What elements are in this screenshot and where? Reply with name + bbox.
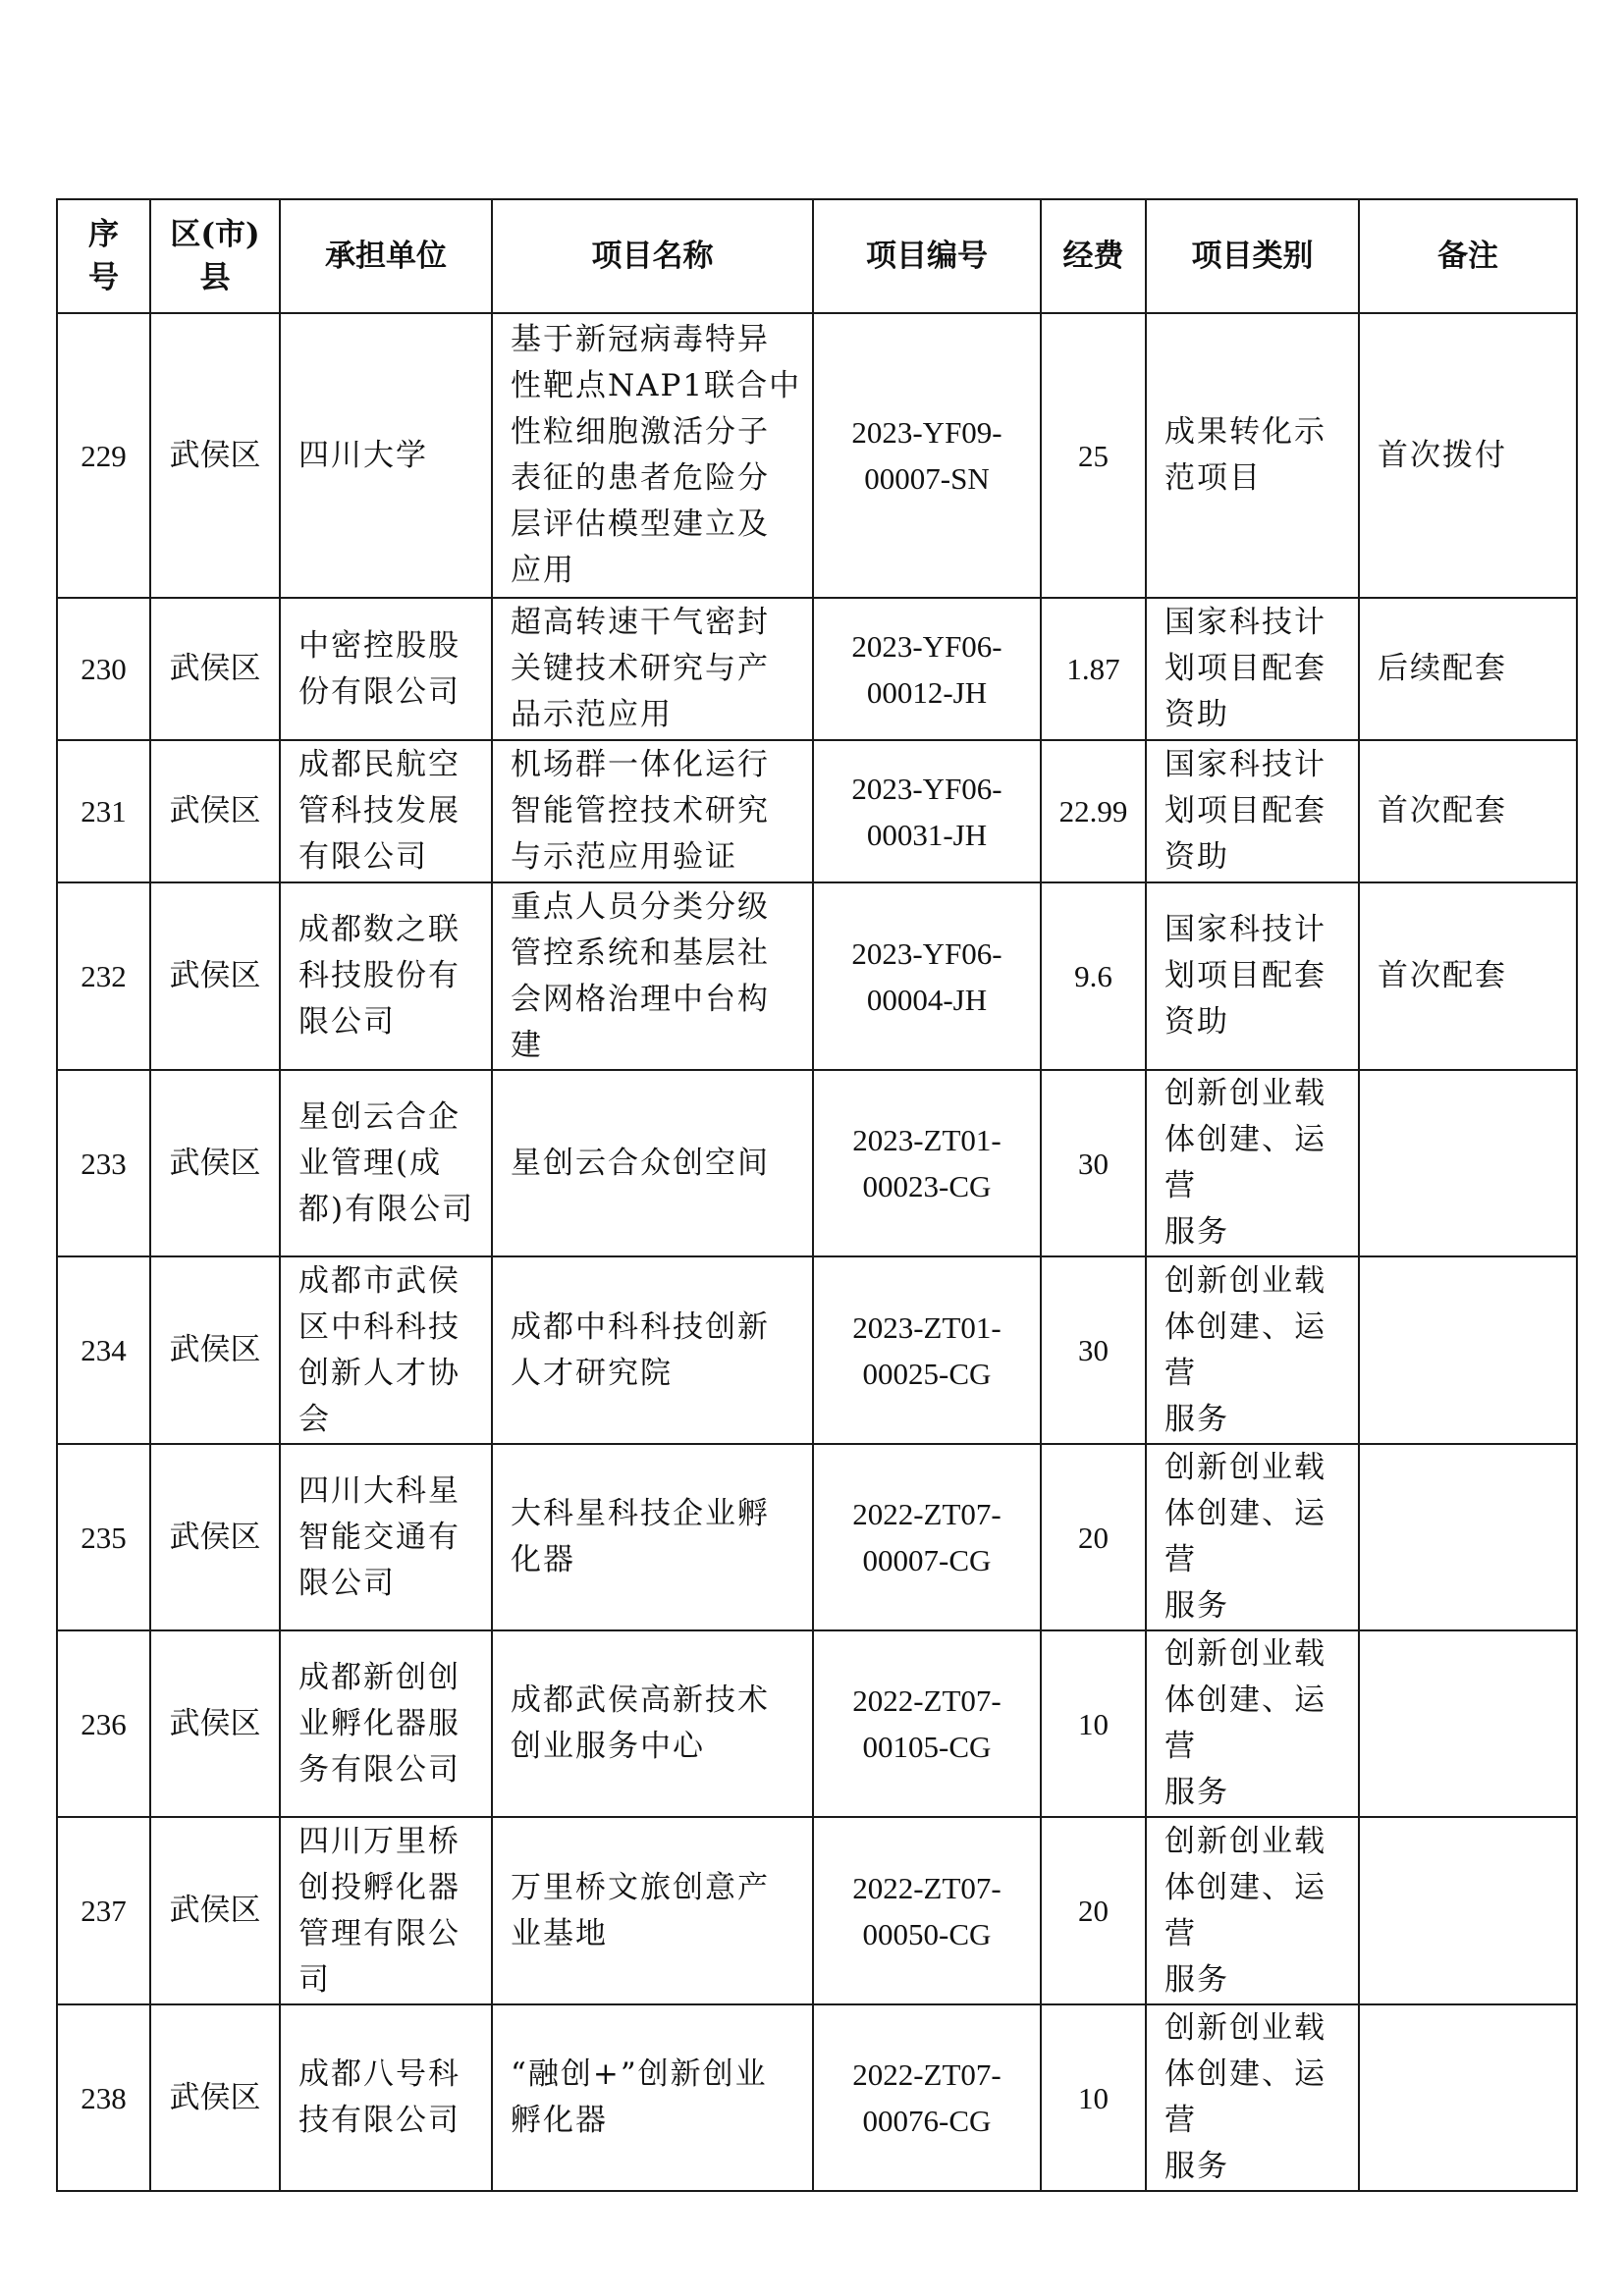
header-row — [57, 199, 1577, 313]
cell-seq: 229 — [57, 313, 150, 598]
cell-fund: 22.99 — [1041, 740, 1146, 882]
cell-unit: 成都新创创 业孵化器服 务有限公司 — [280, 1630, 492, 1817]
cell-note: 首次拨付 — [1359, 313, 1577, 598]
cell-seq: 237 — [57, 1817, 150, 2004]
cell-district: 武侯区 — [150, 2004, 280, 2191]
cell-fund: 10 — [1041, 1630, 1146, 1817]
table-row — [57, 2004, 1577, 2191]
cell-project-name: 成都中科科技创新 人才研究院 — [492, 1256, 813, 1444]
cell-fund: 30 — [1041, 1256, 1146, 1444]
cell-project-code: 2023-YF09- 00007-SN — [813, 313, 1041, 598]
cell-project-name: 星创云合众创空间 — [492, 1070, 813, 1256]
table-row — [57, 740, 1577, 882]
cell-category: 创新创业载 体创建、运营 服务 — [1146, 1444, 1359, 1630]
cell-unit: 成都数之联 科技股份有 限公司 — [280, 882, 492, 1070]
cell-note — [1359, 1070, 1577, 1256]
cell-project-code: 2022-ZT07- 00076-CG — [813, 2004, 1041, 2191]
header-seq: 序 号 — [57, 199, 150, 313]
cell-district: 武侯区 — [150, 882, 280, 1070]
cell-category: 创新创业载 体创建、运营 服务 — [1146, 1817, 1359, 2004]
cell-fund: 20 — [1041, 1817, 1146, 2004]
cell-fund: 20 — [1041, 1444, 1146, 1630]
cell-note — [1359, 2004, 1577, 2191]
header-project-code: 项目编号 — [813, 199, 1041, 313]
cell-category: 成果转化示 范项目 — [1146, 313, 1359, 598]
cell-unit: 成都市武侯 区中科科技 创新人才协 会 — [280, 1256, 492, 1444]
table-row — [57, 1817, 1577, 2004]
cell-project-code: 2023-YF06- 00012-JH — [813, 598, 1041, 740]
cell-note: 首次配套 — [1359, 882, 1577, 1070]
cell-seq: 230 — [57, 598, 150, 740]
table-row — [57, 1256, 1577, 1444]
cell-project-name: 超高转速干气密封 关键技术研究与产 品示范应用 — [492, 598, 813, 740]
cell-fund: 25 — [1041, 313, 1146, 598]
table-row — [57, 1630, 1577, 1817]
cell-seq: 236 — [57, 1630, 150, 1817]
cell-district: 武侯区 — [150, 1444, 280, 1630]
cell-project-name: 万里桥文旅创意产 业基地 — [492, 1817, 813, 2004]
cell-unit: 四川大学 — [280, 313, 492, 598]
cell-fund: 10 — [1041, 2004, 1146, 2191]
cell-project-code: 2023-YF06- 00031-JH — [813, 740, 1041, 882]
table-row — [57, 1444, 1577, 1630]
cell-district: 武侯区 — [150, 1817, 280, 2004]
cell-district: 武侯区 — [150, 598, 280, 740]
cell-fund: 1.87 — [1041, 598, 1146, 740]
cell-note — [1359, 1630, 1577, 1817]
cell-unit: 成都民航空 管科技发展 有限公司 — [280, 740, 492, 882]
cell-seq: 231 — [57, 740, 150, 882]
cell-project-name: 重点人员分类分级 管控系统和基层社 会网格治理中台构 建 — [492, 882, 813, 1070]
cell-fund: 9.6 — [1041, 882, 1146, 1070]
header-project-name: 项目名称 — [492, 199, 813, 313]
cell-unit: 中密控股股 份有限公司 — [280, 598, 492, 740]
table-row — [57, 882, 1577, 1070]
cell-category: 创新创业载 体创建、运营 服务 — [1146, 1256, 1359, 1444]
cell-project-name: 大科星科技企业孵 化器 — [492, 1444, 813, 1630]
cell-project-name: 机场群一体化运行 智能管控技术研究 与示范应用验证 — [492, 740, 813, 882]
cell-project-name: 成都武侯高新技术 创业服务中心 — [492, 1630, 813, 1817]
cell-district: 武侯区 — [150, 740, 280, 882]
cell-note: 后续配套 — [1359, 598, 1577, 740]
cell-unit: 四川万里桥 创投孵化器 管理有限公 司 — [280, 1817, 492, 2004]
cell-fund: 30 — [1041, 1070, 1146, 1256]
cell-category: 国家科技计 划项目配套 资助 — [1146, 740, 1359, 882]
cell-seq: 235 — [57, 1444, 150, 1630]
cell-category: 创新创业载 体创建、运营 服务 — [1146, 1070, 1359, 1256]
cell-note — [1359, 1256, 1577, 1444]
cell-seq: 234 — [57, 1256, 150, 1444]
cell-note — [1359, 1817, 1577, 2004]
cell-category: 创新创业载 体创建、运营 服务 — [1146, 2004, 1359, 2191]
header-category: 项目类别 — [1146, 199, 1359, 313]
cell-project-code: 2023-YF06- 00004-JH — [813, 882, 1041, 1070]
cell-project-code: 2022-ZT07- 00105-CG — [813, 1630, 1041, 1817]
cell-note: 首次配套 — [1359, 740, 1577, 882]
table-row — [57, 1070, 1577, 1256]
cell-seq: 232 — [57, 882, 150, 1070]
header-note: 备注 — [1359, 199, 1577, 313]
cell-district: 武侯区 — [150, 1256, 280, 1444]
cell-category: 创新创业载 体创建、运营 服务 — [1146, 1630, 1359, 1817]
header-district: 区(市) 县 — [150, 199, 280, 313]
cell-unit: 星创云合企 业管理(成 都)有限公司 — [280, 1070, 492, 1256]
cell-unit: 四川大科星 智能交通有 限公司 — [280, 1444, 492, 1630]
cell-district: 武侯区 — [150, 1070, 280, 1256]
cell-district: 武侯区 — [150, 1630, 280, 1817]
table-row — [57, 313, 1577, 598]
table-row — [57, 598, 1577, 740]
cell-project-name: “融创+”创新创业 孵化器 — [492, 2004, 813, 2191]
cell-seq: 233 — [57, 1070, 150, 1256]
cell-district: 武侯区 — [150, 313, 280, 598]
cell-project-code: 2022-ZT07- 00007-CG — [813, 1444, 1041, 1630]
cell-project-code: 2023-ZT01- 00025-CG — [813, 1256, 1041, 1444]
cell-category: 国家科技计 划项目配套 资助 — [1146, 598, 1359, 740]
cell-seq: 238 — [57, 2004, 150, 2191]
cell-project-code: 2023-ZT01- 00023-CG — [813, 1070, 1041, 1256]
header-unit: 承担单位 — [280, 199, 492, 313]
cell-project-name: 基于新冠病毒特异 性靶点NAP1联合中 性粒细胞激活分子 表征的患者危险分 层评估模型建立及 应用 — [492, 313, 813, 598]
header-fund: 经费 — [1041, 199, 1146, 313]
cell-note — [1359, 1444, 1577, 1630]
cell-category: 国家科技计 划项目配套 资助 — [1146, 882, 1359, 1070]
project-table — [56, 198, 1578, 2192]
cell-project-code: 2022-ZT07- 00050-CG — [813, 1817, 1041, 2004]
cell-unit: 成都八号科 技有限公司 — [280, 2004, 492, 2191]
